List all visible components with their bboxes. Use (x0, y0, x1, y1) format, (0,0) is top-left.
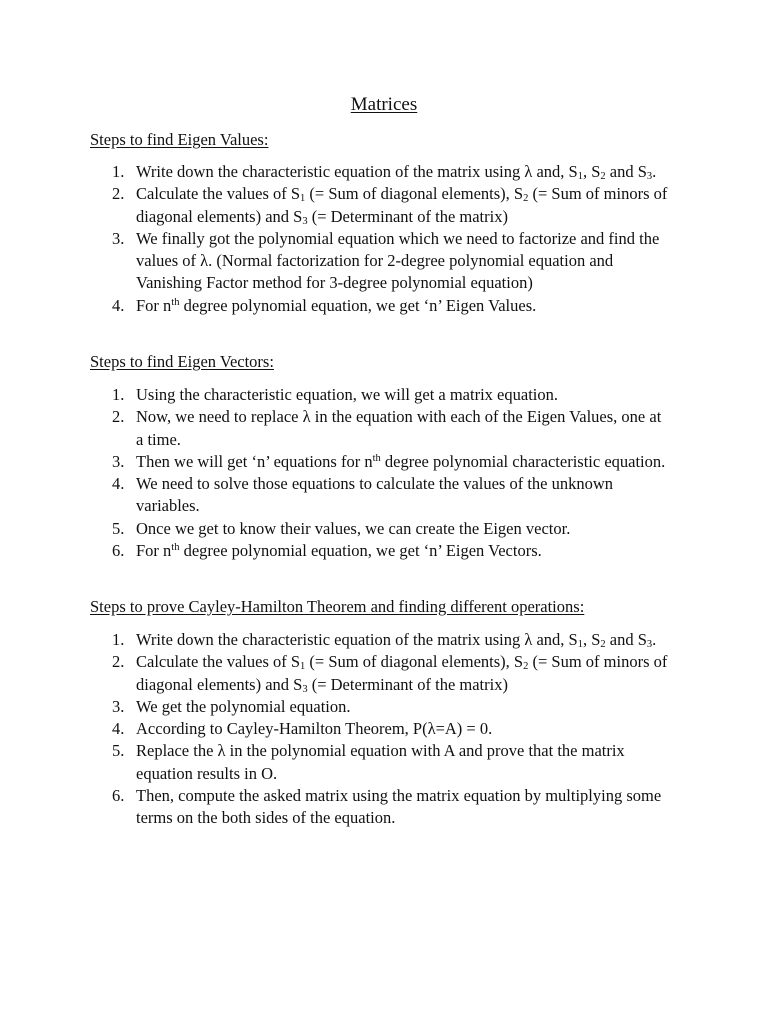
page-title: Matrices (350, 94, 418, 115)
list-item-text: Write down the characteristic equation of the matrix using λ and, $S_1$, $S_2$ and $S_3$. (136, 630, 657, 650)
list-item-number: 1. (112, 630, 125, 649)
list-item (112, 540, 672, 562)
list-item-number: 2. (112, 652, 125, 672)
list-item (112, 696, 672, 718)
list-item-text: Then, compute the asked matrix using the matrix equation by multiplying some terms on the both sides of the equation. (136, 786, 662, 828)
list-item-number: 2. (112, 407, 125, 427)
section-heading-cayley-hamilton: Steps to prove Cayley-Hamilton Theorem and finding different operations: (90, 597, 585, 616)
list-item-text: Calculate the values of $S_1$ (= Sum of diagonal elements), $S_2$ (= Sum of minors of diagonal elements) and $S_3$ (= Determinant of the matrix) (136, 652, 668, 695)
list-item-number: 4. (112, 474, 125, 494)
list-item (112, 451, 672, 473)
list-item-number: 1. (112, 162, 125, 181)
cayley-hamilton-steps-list (112, 629, 672, 830)
list-item-number: 6. (112, 786, 125, 806)
list-item (112, 473, 672, 518)
list-item (112, 629, 672, 651)
list-item (112, 161, 672, 183)
list-item-text: We finally got the polynomial equation which we need to factorize and find the values of λ. (Normal factorization for 2-degree polynomial equation and Vanishing Factor method for 3-degree polynomial equation) (136, 228, 660, 293)
list-item (112, 785, 672, 830)
list-item-text: Then we will get ‘n’ equations for $n^{th}$ degree polynomial characteristic equation. (136, 451, 666, 471)
list-item (112, 228, 672, 295)
list-item-text: We need to solve those equations to calculate the values of the unknown variables. (136, 474, 614, 516)
eigen-values-steps-list (112, 161, 672, 317)
list-item-text: Replace the λ in the polynomial equation with A and prove that the matrix equation results in O. (136, 741, 625, 783)
list-item-number: 3. (112, 696, 125, 716)
list-item (112, 518, 672, 540)
list-item-text: For $n^{th}$ degree polynomial equation, we get ‘n’ Eigen Values. (136, 295, 537, 315)
list-item-text: Now, we need to replace λ in the equation with each of the Eigen Values, one at a time. (136, 407, 662, 449)
list-item-number: 5. (112, 741, 125, 761)
list-item (112, 183, 672, 228)
list-item-text: For $n^{th}$ degree polynomial equation, we get ‘n’ Eigen Vectors. (136, 541, 542, 561)
list-item-number: 4. (112, 719, 125, 739)
list-item-number: 3. (112, 228, 125, 248)
eigen-vectors-steps-list (112, 384, 672, 562)
list-item (112, 718, 672, 740)
list-item-text: Calculate the values of $S_1$ (= Sum of diagonal elements), $S_2$ (= Sum of minors of diagonal elements) and $S_3$ (= Determinant of the matrix) (136, 184, 668, 227)
list-item (112, 384, 672, 406)
list-item-text: Once we get to know their values, we can create the Eigen vector. (136, 518, 571, 538)
list-item (112, 295, 672, 317)
list-item-text: Using the characteristic equation, we will get a matrix equation. (136, 385, 558, 404)
list-item-text: We get the polynomial equation. (136, 696, 351, 716)
list-item-text: According to Cayley-Hamilton Theorem, P(λ=A) = 0. (136, 719, 493, 739)
list-item-text: Write down the characteristic equation of the matrix using λ and, $S_1$, $S_2$ and $S_3$. (136, 162, 657, 182)
list-item-number: 2. (112, 184, 125, 204)
list-item-number: 1. (112, 385, 125, 404)
section-heading-eigen-values: Steps to find Eigen Values: (90, 130, 269, 149)
list-item (112, 651, 672, 696)
list-item-number: 5. (112, 518, 125, 538)
section-heading-eigen-vectors: Steps to find Eigen Vectors: (90, 352, 274, 371)
list-item (112, 740, 672, 785)
list-item-number: 3. (112, 451, 125, 471)
list-item (112, 406, 672, 451)
list-item-number: 6. (112, 541, 125, 561)
list-item-number: 4. (112, 295, 125, 315)
